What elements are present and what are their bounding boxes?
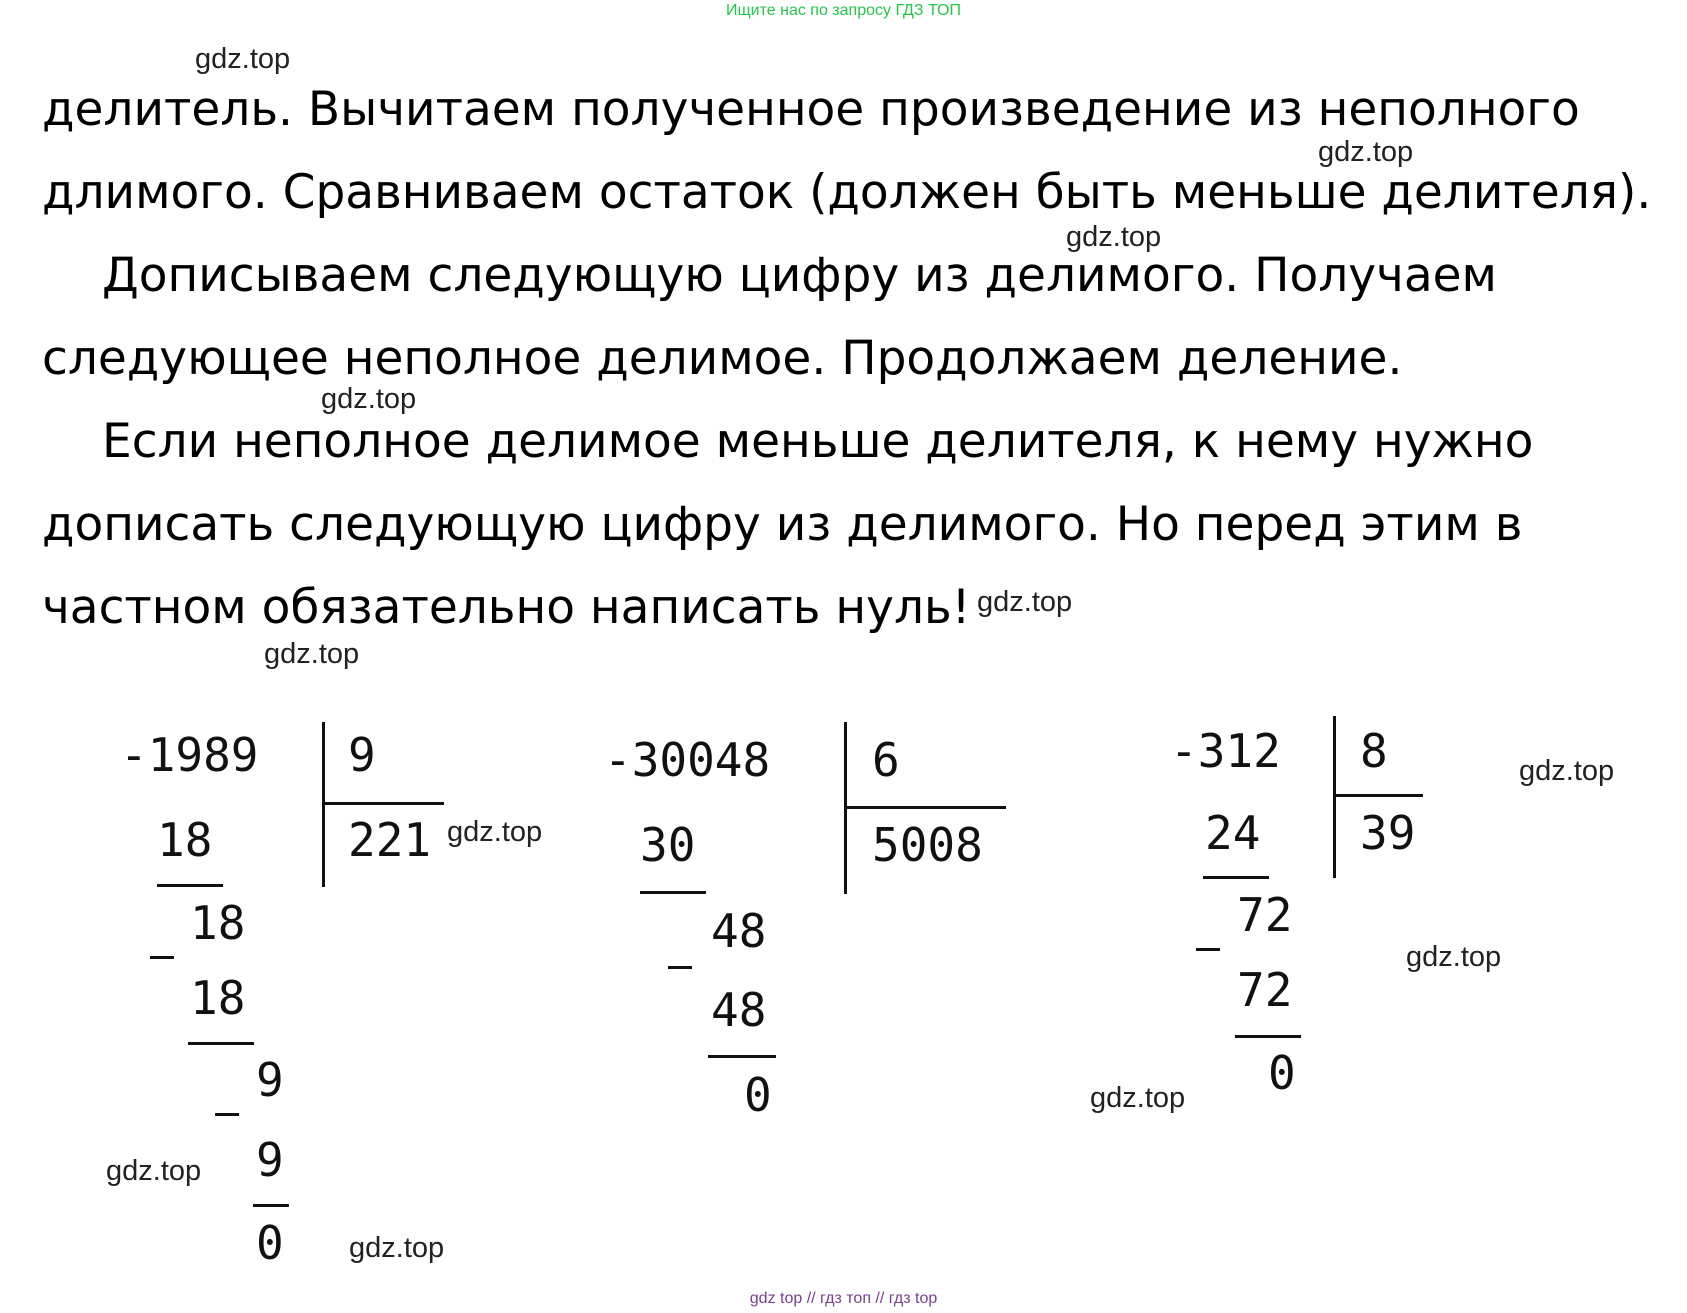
divisor: 8 xyxy=(1360,724,1388,778)
divisor: 6 xyxy=(872,733,900,787)
subtrahend: 24 xyxy=(1205,806,1261,860)
quotient-line xyxy=(844,806,1006,809)
remainder: 0 xyxy=(744,1068,772,1122)
subtraction-line xyxy=(708,1055,776,1058)
partial-dividend: 18 xyxy=(190,896,246,950)
minus-sign xyxy=(215,1113,239,1116)
minus-sign xyxy=(150,956,174,959)
subtrahend: 48 xyxy=(711,983,767,1037)
subtraction-line xyxy=(188,1042,254,1045)
watermark: gdz.top xyxy=(1066,221,1162,253)
subtraction-line xyxy=(1203,876,1269,879)
text-line-6: дописать следующую цифру из делимого. Но перед этим в xyxy=(42,497,1523,552)
watermark: gdz.top xyxy=(321,383,417,415)
partial-dividend: 72 xyxy=(1237,888,1293,942)
partial-dividend: 9 xyxy=(256,1053,284,1107)
dividend: -30048 xyxy=(604,733,771,787)
minus-sign xyxy=(1196,948,1220,951)
quotient-line xyxy=(322,802,444,805)
remainder: 0 xyxy=(1268,1046,1296,1100)
text-line-2: длимого. Сравниваем остаток (должен быть меньше делителя). xyxy=(42,165,1652,220)
dividend: -1989 xyxy=(120,728,259,782)
watermark: gdz.top xyxy=(1318,136,1414,168)
watermark: gdz.top xyxy=(106,1155,202,1187)
quotient: 5008 xyxy=(872,818,983,872)
subtrahend: 18 xyxy=(157,813,213,867)
subtrahend: 18 xyxy=(190,971,246,1025)
top-banner: Ищите нас по запросу ГДЗ ТОП xyxy=(726,2,961,19)
watermark: gdz.top xyxy=(349,1232,445,1264)
subtrahend: 9 xyxy=(256,1133,284,1187)
division-bar xyxy=(1333,716,1336,878)
watermark: gdz.top xyxy=(1406,941,1502,973)
subtrahend: 72 xyxy=(1237,963,1293,1017)
subtrahend: 30 xyxy=(640,818,696,872)
quotient: 221 xyxy=(348,813,432,867)
subtraction-line xyxy=(157,884,223,887)
subtraction-line xyxy=(253,1204,289,1207)
text-line-3: Дописываем следующую цифру из делимого. Получаем xyxy=(102,248,1497,303)
watermark: gdz.top xyxy=(447,816,543,848)
text-line-4: следующее неполное делимое. Продолжаем деление. xyxy=(42,331,1403,386)
watermark: gdz.top xyxy=(977,586,1073,618)
watermark: gdz.top xyxy=(195,43,291,75)
watermark: gdz.top xyxy=(1090,1082,1186,1114)
minus-sign xyxy=(668,966,692,969)
partial-dividend: 48 xyxy=(711,904,767,958)
subtraction-line xyxy=(640,891,706,894)
divisor: 9 xyxy=(348,728,376,782)
quotient-line xyxy=(1333,794,1423,797)
quotient: 39 xyxy=(1360,806,1416,860)
watermark: gdz.top xyxy=(1519,755,1615,787)
subtraction-line xyxy=(1235,1035,1301,1038)
text-line-7: частном обязательно написать нуль! xyxy=(42,580,971,635)
remainder: 0 xyxy=(256,1216,284,1270)
footer-banner: gdz top // гдз топ // гдз top xyxy=(749,1290,938,1307)
watermark: gdz.top xyxy=(264,638,360,670)
text-line-5: Если неполное делимое меньше делителя, к нему нужно xyxy=(102,414,1534,469)
text-line-1: делитель. Вычитаем полученное произведение из неполного xyxy=(42,82,1580,137)
dividend: -312 xyxy=(1170,724,1281,778)
